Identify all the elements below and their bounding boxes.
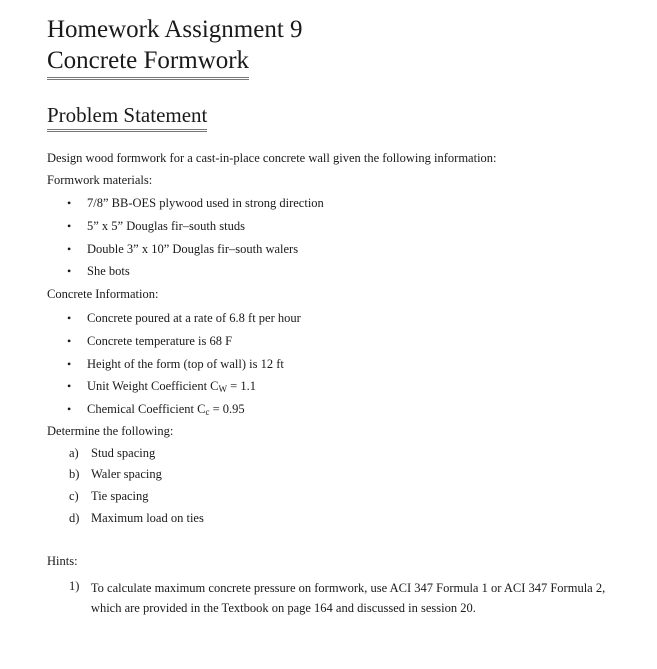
concrete-label: Concrete Information: [47,287,159,301]
bullet-icon: • [67,357,72,371]
concrete-item-unit-weight: Unit Weight Coefficient $C_W = 1.1$ [87,379,256,394]
material-item-plywood: 7/8” BB-OES plywood used in strong direction [87,196,324,210]
list-item [67,378,256,397]
bullet-icon: • [67,264,72,278]
list-item [69,466,162,482]
list-item [67,195,324,211]
bullet-icon: • [67,242,72,256]
determine-item-tie-spacing: Tie spacing [91,489,149,503]
list-item [67,310,301,326]
determine-item-stud-spacing: Stud spacing [91,446,156,460]
material-item-studs: 5” x 5” Douglas fir–south studs [87,219,245,233]
document-title: Homework Assignment 9 [47,16,303,43]
material-item-ties: She bots [87,264,130,278]
list-item [69,488,149,504]
concrete-item-height: Height of the form (top of wall) is 12 ft [87,357,284,371]
list-marker: b) [69,467,80,481]
concrete-item-pour-rate: Concrete poured at a rate of 6.8 ft per hour [87,311,301,325]
bullet-icon: • [67,311,72,325]
section-heading-problem-statement: Problem Statement [47,101,207,132]
list-item [67,241,298,257]
hints-label: Hints: [47,554,78,568]
bullet-icon: • [67,334,72,348]
list-marker: c) [69,489,79,503]
bullet-icon: • [67,219,72,233]
list-item [69,510,204,526]
list-item [67,218,245,234]
determine-label: Determine the following: [47,424,174,438]
materials-label: Formwork materials: [47,173,153,187]
list-marker: a) [69,446,79,460]
list-item [69,578,629,618]
list-item [67,356,284,372]
determine-item-waler-spacing: Waler spacing [91,467,162,481]
bullet-icon: • [67,196,72,210]
intro-paragraph: Design wood formwork for a cast-in-place concrete wall given the following information: [47,151,497,165]
concrete-item-chemical: Chemical Coefficient $C_c = 0.95$ [87,402,245,417]
list-item [69,445,155,461]
hint-item-pressure-formula: To calculate maximum concrete pressure on formwork, use ACI 347 Formula 1 or ACI 347 Formula 2, which are provided in the Textbook on page 164 and discussed in session 20. [90,581,606,615]
list-item [67,401,245,420]
material-item-walers: Double 3” x 10” Douglas fir–south walers [87,242,299,256]
list-marker: 1) [69,579,80,593]
list-marker: d) [69,511,80,525]
document-subtitle: Concrete Formwork [47,45,249,80]
list-item [67,333,232,349]
determine-item-max-load: Maximum load on ties [91,511,204,525]
bullet-icon: • [67,379,72,393]
list-item [67,263,130,279]
concrete-item-temperature: Concrete temperature is 68 F [87,334,233,348]
bullet-icon: • [67,402,72,416]
